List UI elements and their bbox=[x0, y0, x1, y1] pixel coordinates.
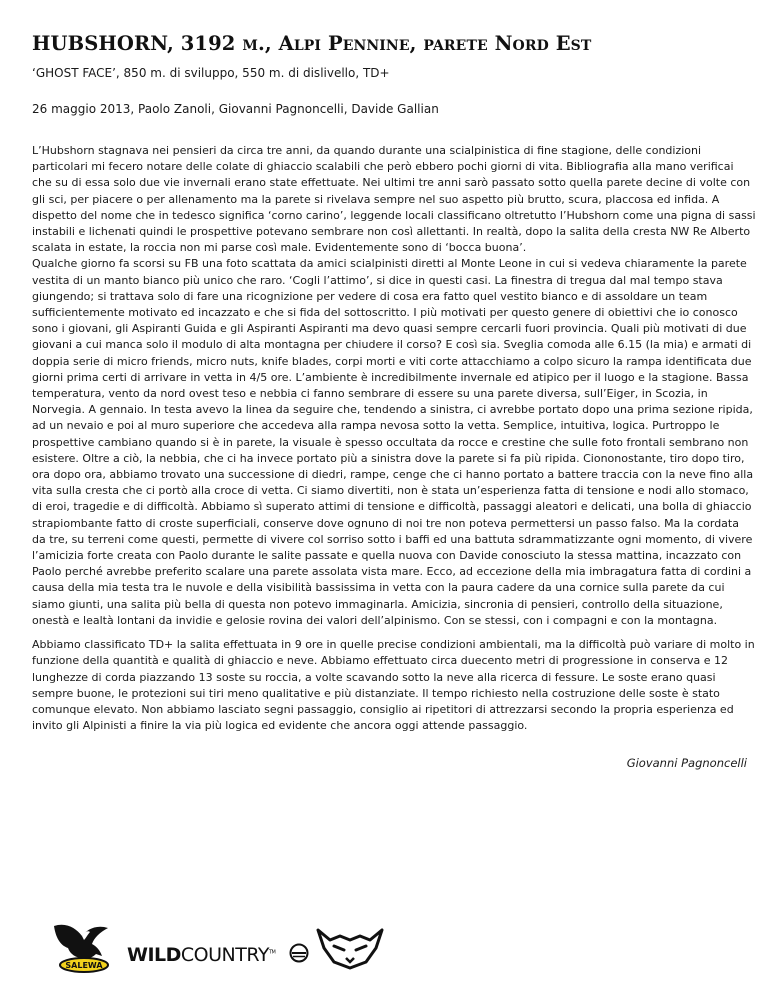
date-and-team: 26 maggio 2013, Paolo Zanoli, Giovanni Pagnoncelli, Davide Gallian bbox=[32, 102, 439, 116]
document-page bbox=[32, 32, 756, 770]
dynafit-snow-leopard-icon bbox=[314, 926, 386, 970]
title-main: HUBSHORN, 3192 bbox=[32, 32, 243, 55]
wildcountry-light: COUNTRY bbox=[180, 944, 269, 966]
route-subtitle: ‘GHOST FACE’, 850 m. di sviluppo, 550 m. di dislivello, TD+ bbox=[32, 66, 390, 80]
page-title bbox=[32, 32, 756, 55]
wildcountry-logo bbox=[127, 944, 275, 966]
wildcountry-bold: WILD bbox=[127, 944, 181, 966]
body-paragraph-2: Abbiamo classificato TD+ la salita effettuata in 9 ore in quelle precise condizioni ambientali, ma la difficoltà può variare di molto in funzione della quantità e qualità di ghiaccio e neve. Abbiamo effettuato circa duecento metri di progressione in conserva e 12 lunghezze di corda piazzando 13 soste su roccia, a volte scavando sotto la neve alla ricerca di fessure. Le soste erano quasi sempre buone, le protezioni sui tiri meno qualitative e più distanziate. Il tempo richiesto nella costruzione delle soste è stato comunque elevato. Non abbiamo lasciato segni passaggio, consiglio ai ripetitori di attrezzarsi secondo la propria esperienza ed invito gli Alpinisti a finire la via più logica ed evidente che ancora oggi attende passaggio. bbox=[32, 638, 755, 733]
body-paragraph-1: L’Hubshorn stagnava nei pensieri da circa tre anni, da quando durante una scialpinistica di fine stagione, delle condizioni particolari mi fecero notare delle colate di ghiaccio scalabili che però ebbero pochi giorni di vita. Bibliografia alla mano verificai che su di essa solo due vie invernali erano state effettuate. Nei ultimi tre anni sarò passato sotto quella parete decine di volte con gli sci, per piacere o per allenamento ma la parete si rivelava sempre nel suo aspetto più brutto, scura, placcosa ed infida. A dispetto del nome che in tedesco significa ‘corno carino’, leggende locali classificano oltretutto l’Hubshorn come una pigna di sassi instabili e lichenati quindi le prospettive potevano sembrare non così allettanti. In realtà, dopo la salita della cresta NW Re Alberto scalata in estate, la roccia non mi parse così male. Evidentemente sono di ‘bocca buona’. Qualche giorno fa scorsi su FB una foto scattata da amici scialpinisti diretti al Monte Leone in cui si vedeva chiaramente la parete vestita di un manto bianco più unico che raro. ‘Cogli l’attimo’, si dice in questi casi. La finestra di tregua dal mal tempo stava giungendo; si trattava solo di fare una ricognizione per vedere di cosa era fatto quel vestito bianco e di assoldare un team sufficientemente motivato ed incazzato e che si fida del sottoscritto. I più motivati per questo genere di obiettivi che io conosco sono i giovani, gli Aspiranti Guida e gli Aspiranti Aspiranti ma devo quasi sempre cercarli fuori provincia. Quali più motivati di due giovani a cui manca solo il modulo di alta montagna per chiudere il corso? E così sia. Sveglia comoda alle 6.15 (la mia) e armati di doppia serie di micro friends, micro nuts, knife blades, corpi morti e viti corte attacchiamo a colpo sicuro la rampa identificata due giorni prima certi di arrivare in vetta in 4/5 ore. L’ambiente è incredibilmente invernale ed atipico per il luogo e la stagione. Bassa temperatura, vento da nord ovest teso e nebbia ci fanno sembrare di essere su una parete diversa, sull’Eiger, in Scozia, in Norvegia. A gennaio. In testa avevo la linea da seguire che, tendendo a sinistra, ci avrebbe portato dopo una prima sezione ripida, ad un nevaio e poi al muro superiore che accedeva alla rampa nevosa sotto la vetta. Semplice, intuitiva, logica. Purtroppo le prospettive cambiano quando si è in parete, la visuale è spesso occultata da rocce e crestine che sulle foto frontali sembrano non esistere. Oltre a ciò, la nebbia, che ci ha invece portato più a sinistra dove la parete si fa più ripida. Ciononostante, tiro dopo tiro, ora dopo ora, abbiamo trovato una successione di diedri, rampe, cenge che ci hanno portato a battere traccia con la neve fino alla vita sulla cresta che ci portò alla croce di vetta. Ci siamo divertiti, non è stata un’esperienza fatta di tensione e nodi allo stomaco, di eroi, tragedie e di difficoltà. Abbiamo sì superato attimi di tensione e difficoltà, passaggi aleatori e delicati, una bolla di ghiaccio strapiombante fatto di croste superficiali, conserve dove ognuno di noi tre non poteva permettersi un passo falso. Ma la cordata da tre, su terreni come questi, permette di vivere col sorriso sotto i baffi ed una battuta sdrammatizzante ogni momento, di vivere l’amicizia forte creata con Paolo durante le salite passate e quella nuova con Davide conosciuto la stessa mattina, incazzato con Paolo perché avrebbe preferito scalare una parete assolata vista mare. Ecco, ad eccezione della mia imbragatura fatta di cordini a causa della mia testa tra le nuvole e della visibilità bassissima in vetta con la paura cadere da una cornice sulla parete da cui siamo giunti, una salita più bella di questa non potevo immaginarla. Amicizia, sincronia di pensieri, controllo della situazione, onestà e lealtà lontani da invidie e gelosie rovina dei valori dell’alpinismo. Con se stessi, con i compagni e con la montagna. bbox=[32, 144, 756, 627]
sponsor-logos bbox=[52, 914, 392, 976]
salewa-eagle-logo bbox=[52, 918, 116, 974]
wildcountry-circle-icon bbox=[289, 943, 309, 963]
salewa-logo-text: SALEWA bbox=[65, 961, 103, 970]
wildcountry-tm: TM bbox=[268, 949, 276, 956]
title-rest: ., Alpi Pennine, parete Nord Est bbox=[257, 32, 592, 55]
title-unit: m bbox=[242, 32, 258, 55]
signature: Giovanni Pagnoncelli bbox=[626, 756, 747, 771]
